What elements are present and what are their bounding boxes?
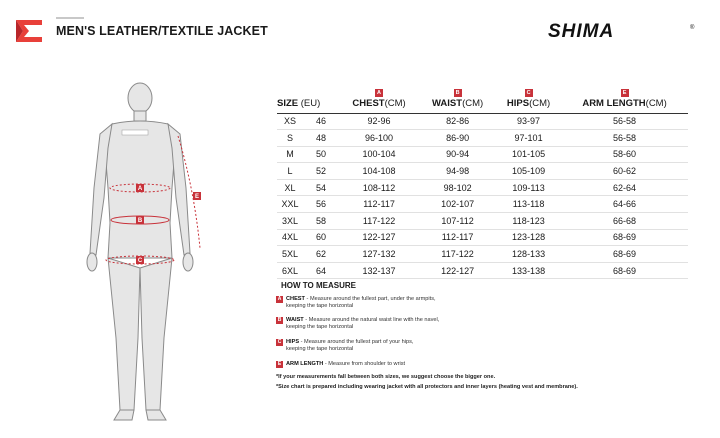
- waist-cell: 122-127: [419, 262, 496, 279]
- arm-marker: E: [621, 89, 629, 97]
- waist-marker: B: [454, 89, 462, 97]
- hips-cell: 128-133: [496, 246, 561, 263]
- eu-cell: 48: [303, 130, 339, 147]
- hips-cell: 123-128: [496, 229, 561, 246]
- table-row: [277, 213, 688, 230]
- measure-item-chest: [276, 296, 516, 310]
- col-header-size: SIZE (EU): [277, 97, 321, 109]
- measure-text: - Measure from shoulder to wrist: [323, 361, 406, 367]
- arm-cell: 60-62: [561, 163, 688, 180]
- size-cell: 5XL: [277, 246, 303, 263]
- arm-cell: 56-58: [561, 113, 688, 130]
- chest-cell: 112-117: [339, 196, 419, 213]
- size-cell: M: [277, 146, 303, 163]
- size-cell: 6XL: [277, 262, 303, 279]
- arm-cell: 68-69: [561, 229, 688, 246]
- size-cell: XXL: [277, 196, 303, 213]
- hips-marker: C: [277, 339, 282, 345]
- hips-cell: 93-97: [496, 113, 561, 130]
- size-cell: 3XL: [277, 213, 303, 230]
- hips-cell: 101-105: [496, 146, 561, 163]
- chest-cell: 108-112: [339, 179, 419, 196]
- marker-e-label: E: [194, 194, 200, 201]
- size-cell: S: [277, 130, 303, 147]
- eu-cell: 64: [303, 262, 339, 279]
- waist-cell: 90-94: [419, 146, 496, 163]
- table-row: [277, 130, 688, 147]
- size-cell: 4XL: [277, 229, 303, 246]
- measure-text-2: keeping the tape horizontal: [286, 346, 354, 353]
- col-header-arm-length: E ARM LENGTH(CM): [582, 89, 667, 109]
- table-row: [277, 246, 688, 263]
- hips-marker: C: [525, 89, 533, 97]
- table-row: [277, 179, 688, 196]
- eu-cell: 58: [303, 213, 339, 230]
- chest-cell: 132-137: [339, 262, 419, 279]
- eu-cell: 52: [303, 163, 339, 180]
- arm-cell: 56-58: [561, 130, 688, 147]
- table-row: [277, 146, 688, 163]
- chest-cell: 92-96: [339, 113, 419, 130]
- eu-cell: 54: [303, 179, 339, 196]
- col-header-waist: B WAIST(CM): [431, 89, 484, 109]
- arm-cell: 68-69: [561, 246, 688, 263]
- table-row: [277, 196, 688, 213]
- size-cell: XL: [277, 179, 303, 196]
- table-row: [277, 262, 688, 279]
- chest-cell: 100-104: [339, 146, 419, 163]
- arm-cell: 58-60: [561, 146, 688, 163]
- table-row: [277, 113, 688, 130]
- brand-registered: ®: [690, 25, 695, 31]
- waist-cell: 117-122: [419, 246, 496, 263]
- brand-name: SHIMA: [548, 21, 615, 42]
- eu-cell: 50: [303, 146, 339, 163]
- waist-cell: 98-102: [419, 179, 496, 196]
- measure-text: - Measure around the natural waist line with the navel,: [303, 317, 440, 323]
- waist-cell: 94-98: [419, 163, 496, 180]
- waist-cell: 107-112: [419, 213, 496, 230]
- eu-cell: 60: [303, 229, 339, 246]
- hips-cell: 113-118: [496, 196, 561, 213]
- measure-label: ARM LENGTH: [286, 361, 324, 367]
- measure-item-hips: [276, 339, 516, 353]
- chest-cell: 122-127: [339, 229, 419, 246]
- hips-cell: 105-109: [496, 163, 561, 180]
- brand-wordmark: [548, 22, 698, 44]
- eu-cell: 46: [303, 113, 339, 130]
- measure-label: WAIST: [286, 317, 304, 323]
- measure-text-2: keeping the tape horizontal: [286, 303, 354, 310]
- how-to-measure-title: HOW TO MEASURE: [281, 281, 356, 290]
- hips-cell: 97-101: [496, 130, 561, 147]
- measure-text: - Measure around the fullest part, under the armpits,: [304, 296, 436, 302]
- table-row: [277, 163, 688, 180]
- marker-c-label: C: [137, 258, 143, 265]
- waist-cell: 112-117: [419, 229, 496, 246]
- title-rule: [56, 17, 84, 19]
- arm-marker: E: [277, 361, 282, 367]
- size-cell: L: [277, 163, 303, 180]
- hips-cell: 133-138: [496, 262, 561, 279]
- measure-text: - Measure around the fullest part of your hips,: [299, 339, 414, 345]
- chest-cell: 104-108: [339, 163, 419, 180]
- arm-cell: 66-68: [561, 213, 688, 230]
- chest-cell: 127-132: [339, 246, 419, 263]
- measure-item-waist: [276, 317, 516, 331]
- note-between-sizes: *If your measurements fall between both sizes, we suggest choose the bigger one.: [276, 374, 496, 380]
- arm-cell: 62-64: [561, 179, 688, 196]
- hips-cell: 109-113: [496, 179, 561, 196]
- marker-b-label: B: [137, 218, 143, 225]
- chest-marker: A: [375, 89, 383, 97]
- table-header-row: [277, 86, 688, 113]
- size-table: [277, 86, 688, 279]
- marker-a-label: A: [137, 186, 143, 193]
- col-header-chest: A CHEST(CM): [352, 89, 406, 109]
- measure-item-arm-length: [276, 361, 516, 368]
- note-size-chart: *Size chart is prepared including wearing jacket with all protectors and inner layers (heating vest and membrane).: [276, 384, 578, 390]
- body-figure: [60, 78, 230, 428]
- eu-cell: 62: [303, 246, 339, 263]
- arm-cell: 64-66: [561, 196, 688, 213]
- chest-cell: 96-100: [339, 130, 419, 147]
- measure-text-2: keeping the tape horizontal: [286, 324, 354, 331]
- chest-cell: 117-122: [339, 213, 419, 230]
- col-header-hips: C HIPS(CM): [506, 89, 551, 109]
- arm-cell: 68-69: [561, 262, 688, 279]
- hips-cell: 118-123: [496, 213, 561, 230]
- measure-label: CHEST: [286, 296, 305, 302]
- measure-label: HIPS: [286, 339, 300, 345]
- waist-marker: B: [277, 317, 282, 323]
- size-cell: XS: [277, 113, 303, 130]
- table-row: [277, 229, 688, 246]
- eu-cell: 56: [303, 196, 339, 213]
- waist-cell: 86-90: [419, 130, 496, 147]
- page-title: MEN'S LEATHER/TEXTILE JACKET: [56, 24, 268, 38]
- chest-marker: A: [277, 296, 282, 302]
- waist-cell: 82-86: [419, 113, 496, 130]
- brand-logo-icon: [14, 16, 44, 46]
- waist-cell: 102-107: [419, 196, 496, 213]
